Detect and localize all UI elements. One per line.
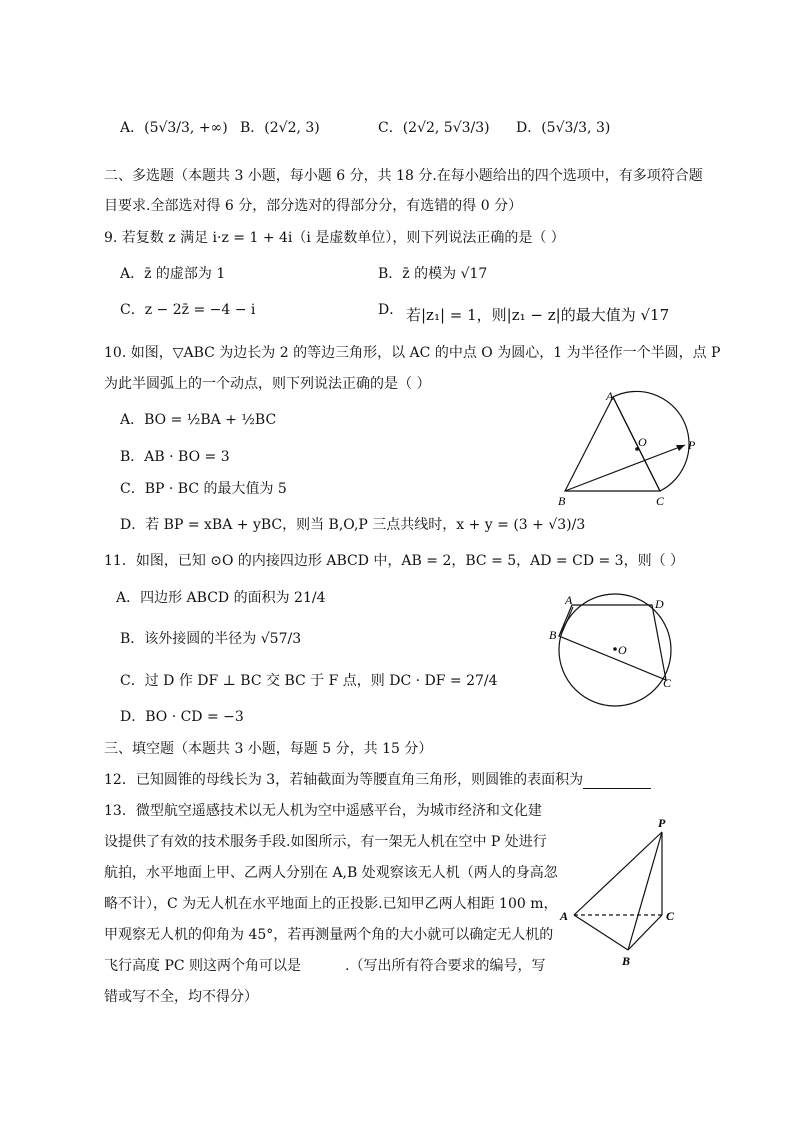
q10-option-b: B．AB · BO = 3 <box>120 449 230 465</box>
q13-line-2: 设提供了有效的技术服务手段.如图所示，有一架无人机在空中 P 处进行 <box>104 834 547 850</box>
q10-figure <box>548 388 700 510</box>
q13-figure <box>556 812 686 972</box>
q13-line-6 <box>104 955 546 975</box>
q13-line-5: 甲观察无人机的仰角为 45°，若再测量两个角的大小就可以确定无人机的 <box>104 927 554 943</box>
section-2-line-1: 二、多选题（本题共 3 小题，每小题 6 分，共 18 分.在每小题给出的四个选项中，有多项符合题 <box>104 168 703 184</box>
q13-label-c: C <box>666 909 675 923</box>
q13-edge-ab <box>574 915 628 950</box>
q13-edge-pa <box>574 832 662 915</box>
q11-side-ab-inner <box>561 607 573 635</box>
q9-option-a: A．z̄ 的虚部为 1 <box>120 266 226 282</box>
q9-stem: 9. 若复数 z 满足 i·z = 1 + 4i（i 是虚数单位），则下列说法正确的是（ ） <box>104 230 565 246</box>
q13-label-p: P <box>658 816 666 830</box>
q11-quadrilateral <box>559 605 666 680</box>
q11-point-o <box>613 647 617 651</box>
q10-option-a: A．BO = ½BA + ½BC <box>120 412 277 428</box>
q11-option-a: A．四边形 ABCD 的面积为 21/4 <box>116 590 326 606</box>
q10-semicircle-arc <box>613 391 689 491</box>
q12-stem: 12．已知圆锥的母线长为 3，若轴截面为等腰直角三角形，则圆锥的表面积为 <box>104 772 584 788</box>
q10-label-o: O <box>638 435 647 449</box>
q12-answer-blank[interactable] <box>583 774 651 789</box>
q11-label-d: D <box>655 597 664 611</box>
q10-stem-line-2: 为此半圆弧上的一个动点，则下列说法正确的是（ ） <box>104 376 431 392</box>
q10-label-b: B <box>558 494 566 508</box>
q11-option-b: B．该外接圆的半径为 √57/3 <box>120 631 302 647</box>
q10-option-d: D．若 BP = xBA + yBC，则当 B,O,P 三点共线时，x + y = (3 + √3)/3 <box>120 517 586 533</box>
q10-label-a: A <box>606 389 614 403</box>
q11-figure <box>545 592 685 712</box>
option-a: A．(5√3/3, +∞) <box>120 120 228 136</box>
q13-line-6b: .（写出所有符合要求的编号，写 <box>345 958 546 974</box>
q13-line-4: 略不计），C 为无人机在水平地面上的正投影.已知甲乙两人相距 100 m， <box>104 896 558 912</box>
q11-label-a: A <box>565 593 573 607</box>
q11-stem: 11．如图，已知 ⊙O 的内接四边形 ABCD 中，AB = 2，BC = 5，AD = CD = 3，则（ ） <box>104 553 685 569</box>
q11-option-d: D．BO · CD = −3 <box>120 709 244 725</box>
q11-label-c: C <box>663 676 672 690</box>
section-2-line-2: 目要求.全部选对得 6 分，部分选对的得部分分，有选错的得 0 分） <box>104 198 523 214</box>
q10-option-c: C．BP · BC 的最大值为 5 <box>120 481 287 497</box>
q10-stem-line-1: 10. 如图，▽ABC 为边长为 2 的等边三角形，以 AC 的中点 O 为圆心，1 为半径作一个半圆，点 P <box>104 345 721 361</box>
option-b: B．(2√2, 3) <box>240 120 320 136</box>
q9-option-b: B．z̄ 的模为 √17 <box>378 266 488 282</box>
q13-line-3: 航拍，水平地面上甲、乙两人分别在 A,B 处观察该无人机（两人的身高忽 <box>104 865 558 881</box>
q10-label-c: C <box>656 494 665 508</box>
q13-line-6a: 飞行高度 PC 则这两个角可以是 <box>104 958 302 974</box>
q13-line-7: 错或写不全，均不得分） <box>104 989 258 1005</box>
q13-line-1: 13．微型航空遥感技术以无人机为空中遥感平台，为城市经济和文化建 <box>104 803 542 819</box>
section-3-title: 三、填空题（本题共 3 小题，每题 5 分，共 15 分） <box>104 741 433 757</box>
q10-line-ac <box>613 397 660 491</box>
q12-text <box>104 769 651 789</box>
q11-label-b: B <box>549 628 557 642</box>
option-c: C．(2√2, 5√3/3) <box>378 120 490 136</box>
q11-label-o: O <box>618 643 627 657</box>
q13-label-a: A <box>560 909 569 923</box>
q9-option-c: C．z − 2z̄ = −4 − i <box>120 302 256 318</box>
q10-line-bp <box>565 445 685 491</box>
q9-option-d-label: D． <box>378 302 404 318</box>
q9-option-d: 若|z₁| = 1，则|z₁ − z|的最大值为 √17 <box>406 306 670 324</box>
q11-option-c: C．过 D 作 DF ⊥ BC 交 BC 于 F 点，则 DC · DF = 27/4 <box>120 673 498 689</box>
option-d: D．(5√3/3, 3) <box>516 120 611 136</box>
q13-label-b: B <box>622 954 631 968</box>
q10-label-p: P <box>688 438 696 452</box>
